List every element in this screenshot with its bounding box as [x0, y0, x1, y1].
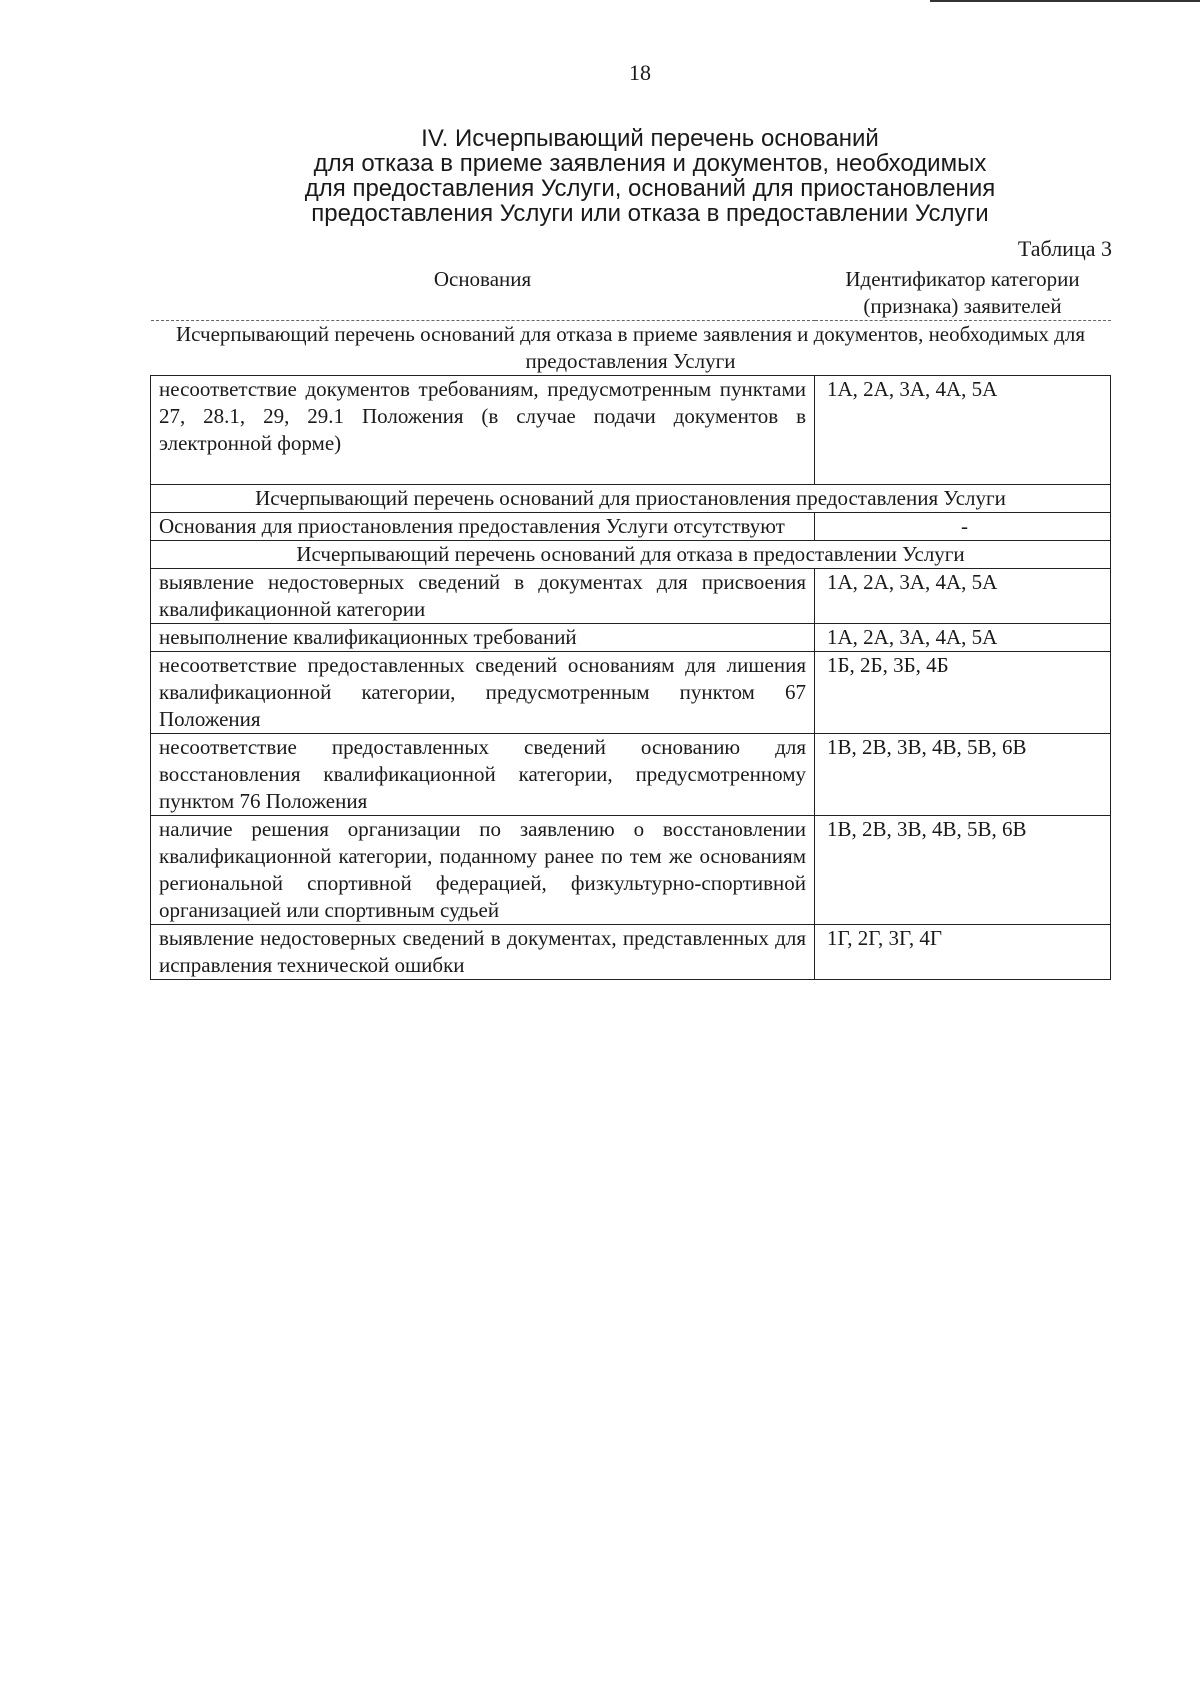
identifier-cell: 1В, 2В, 3В, 4В, 5В, 6В	[815, 734, 1111, 816]
section-header: Исчерпывающий перечень оснований для отказа в приеме заявления и документов, необходимых для предоставления Услуги	[151, 321, 1111, 376]
table-row	[151, 652, 1111, 734]
identifier-cell: 1Б, 2Б, 3Б, 4Б	[815, 652, 1111, 734]
scan-edge-line	[930, 0, 1200, 2]
section-title-line: для предоставления Услуги, оснований для приостановления	[304, 175, 996, 202]
table-header-row	[151, 262, 1111, 321]
table-row	[151, 816, 1111, 925]
column-header-identifier: Идентификатор категории (признака) заявителей	[845, 267, 1080, 318]
section-title-line: для отказа в приеме заявления и документов, необходимых	[313, 150, 987, 177]
table-row	[151, 734, 1111, 816]
section-header-row	[151, 541, 1111, 569]
section-header: Исчерпывающий перечень оснований для отказа в предоставлении Услуги	[151, 541, 1111, 569]
identifier-cell: -	[815, 513, 1111, 541]
table-row	[151, 624, 1111, 652]
identifier-cell: 1А, 2А, 3А, 4А, 5А	[815, 624, 1111, 652]
identifier-cell: 1Г, 2Г, 3Г, 4Г	[815, 925, 1111, 980]
page-number: 18	[629, 60, 651, 85]
section-header-row	[151, 485, 1111, 513]
section-title	[240, 126, 1060, 226]
column-header-grounds: Основания	[433, 267, 532, 291]
section-header-row	[151, 321, 1111, 376]
section-title-line: IV. Исчерпывающий перечень оснований	[421, 125, 879, 152]
ground-cell: выявление недостоверных сведений в документах, представленных для исправления технической ошибки	[151, 925, 815, 980]
table-row	[151, 925, 1111, 980]
table-label: Таблица 3	[1017, 236, 1112, 261]
identifier-cell: 1А, 2А, 3А, 4А, 5А	[815, 376, 1111, 485]
ground-cell: несоответствие предоставленных сведений основаниям для лишения квалификационной категории, предусмотренным пунктом 67 Положения	[151, 652, 815, 734]
table-row	[151, 376, 1111, 485]
table-row	[151, 513, 1111, 541]
identifier-cell: 1А, 2А, 3А, 4А, 5А	[815, 569, 1111, 624]
ground-cell: несоответствие предоставленных сведений основанию для восстановления квалификационной категории, предусмотренному пунктом 76 Положения	[151, 734, 815, 816]
table-row	[151, 569, 1111, 624]
ground-cell: наличие решения организации по заявлению о восстановлении квалификационной категории, поданному ранее по тем же основаниям региональной спортивной федерацией, физкультурно-спортивной организацией или спортивным судьей	[151, 816, 815, 925]
ground-cell: невыполнение квалификационных требований	[151, 624, 815, 652]
ground-cell: Основания для приостановления предоставления Услуги отсутствуют	[151, 513, 815, 541]
identifier-cell: 1В, 2В, 3В, 4В, 5В, 6В	[815, 816, 1111, 925]
grounds-table	[150, 262, 1111, 980]
ground-cell: выявление недостоверных сведений в документах для присвоения квалификационной категории	[151, 569, 815, 624]
section-header: Исчерпывающий перечень оснований для приостановления предоставления Услуги	[151, 485, 1111, 513]
ground-cell: несоответствие документов требованиям, предусмотренным пунктами 27, 28.1, 29, 29.1 Положения (в случае подачи документов в электронной форме)	[151, 376, 815, 485]
section-title-line: предоставления Услуги или отказа в предоставлении Услуги	[311, 200, 989, 227]
